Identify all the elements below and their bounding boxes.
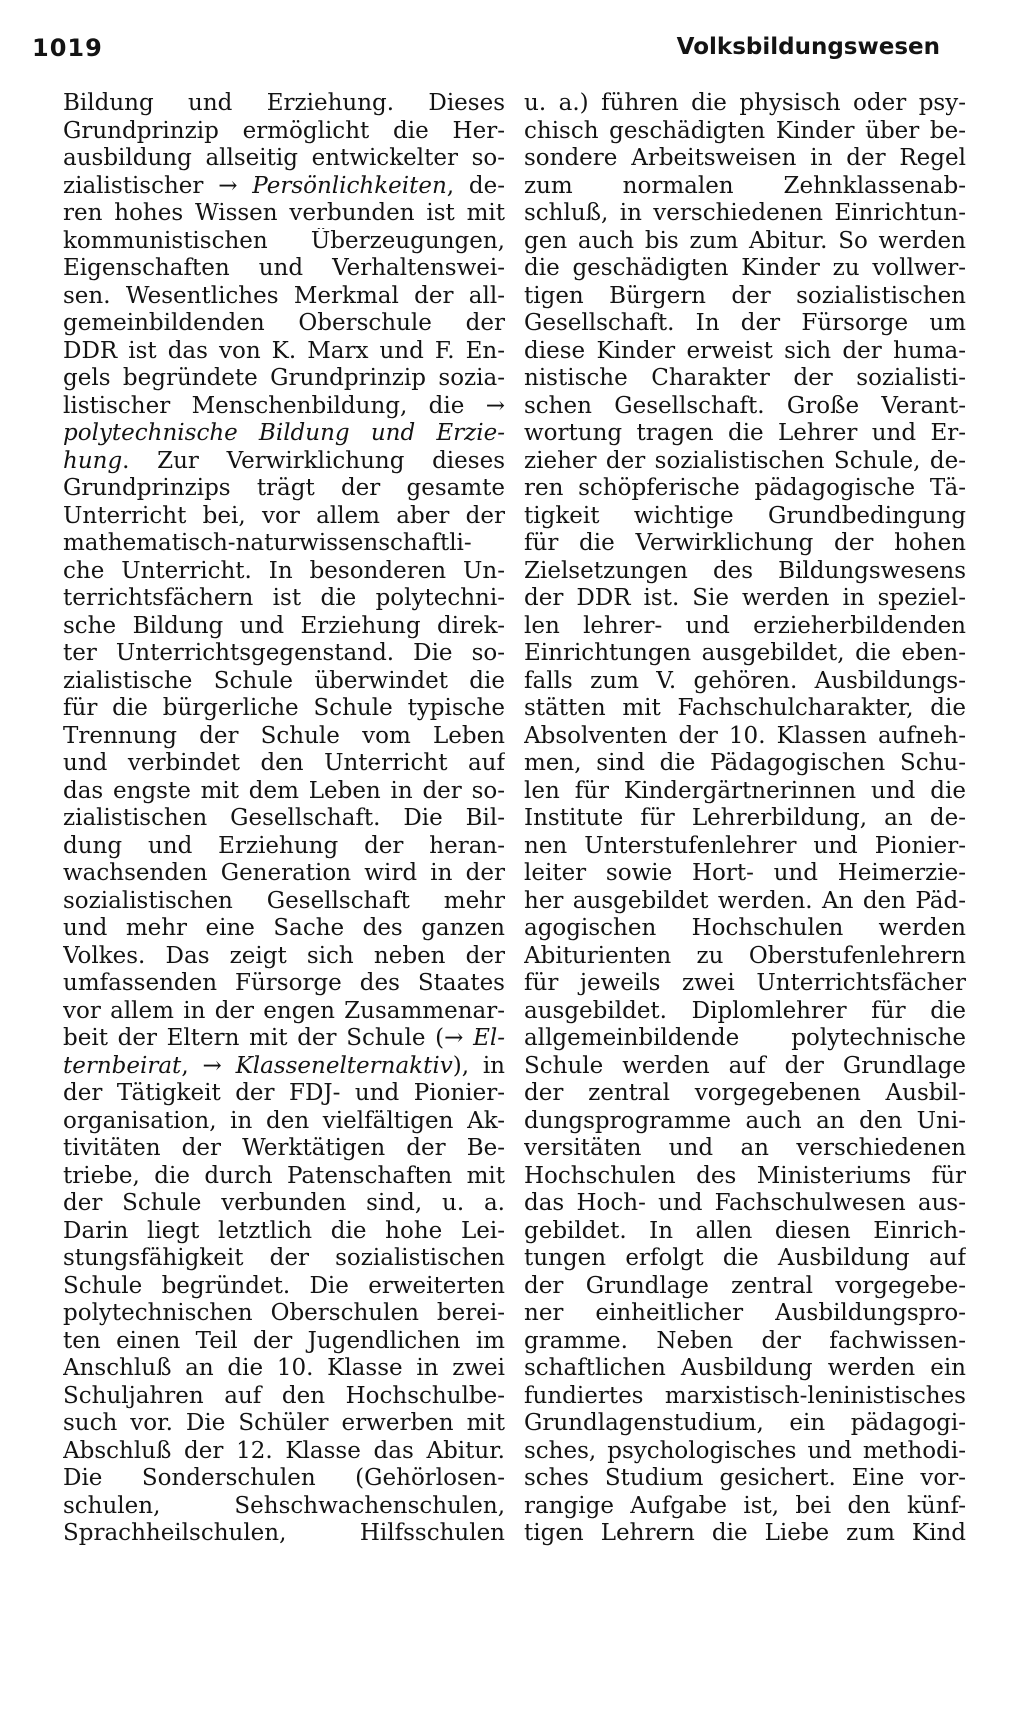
text-line: ternbeirat, → Klassenelternaktiv), in xyxy=(63,1052,505,1079)
text-line: gels begründete Grundprinzip sozia- xyxy=(63,365,505,391)
text-line: schen Gesellschaft. Große Verant- xyxy=(524,392,966,419)
page-header xyxy=(32,34,940,68)
text-line: dung und Erziehung der heran- xyxy=(63,832,505,859)
text-line: agogischen Hochschulen werden xyxy=(524,915,966,941)
text-line: gen auch bis zum Abitur. So werden xyxy=(524,227,966,254)
text-line: gemeinbildenden Oberschule der xyxy=(63,310,505,336)
text-line: das Hoch- und Fachschulwesen aus- xyxy=(524,1190,966,1216)
text-line: mathematisch-naturwissenschaftli- xyxy=(63,530,472,556)
text-line: gramme. Neben der fachwissen- xyxy=(524,1327,966,1354)
text-line: ausgebildet. Diplomlehrer für die xyxy=(524,997,966,1024)
text-line: polytechnischen Oberschulen berei- xyxy=(63,1300,505,1326)
text-line: Abschluß der 12. Klasse das Abitur. xyxy=(63,1437,505,1464)
text-line: Institute für Lehrerbildung, an de- xyxy=(524,805,966,831)
text-line: Sprachheilschulen, Hilfsschulen xyxy=(63,1520,505,1546)
text-line: Grundlagenstudium, ein pädagogi- xyxy=(524,1410,966,1436)
text-line: ner einheitlicher Ausbildungspro- xyxy=(524,1300,966,1326)
text-line: Zielsetzungen des Bildungswesens xyxy=(524,557,966,584)
text-line: sches Studium gesichert. Eine vor- xyxy=(524,1465,966,1491)
text-line: ter Unterrichtsgegenstand. Die so- xyxy=(63,640,505,666)
text-line: Anschluß an die 10. Klasse in zwei xyxy=(63,1355,505,1381)
text-line: versitäten und an verschiedenen xyxy=(524,1135,966,1161)
text-line: das engste mit dem Leben in der so- xyxy=(63,777,505,804)
text-line: für die bürgerliche Schule typische xyxy=(63,695,505,721)
text-line: Schule begründet. Die erweiterten xyxy=(63,1272,505,1299)
text-line: beit der Eltern mit der Schule (→ El- xyxy=(63,1025,505,1051)
text-line: chisch geschädigten Kinder über be- xyxy=(524,117,966,144)
text-line: polytechnische Bildung und Erzie- xyxy=(63,420,505,446)
text-line: len lehrer- und erzieherbildenden xyxy=(524,612,966,639)
text-line: sches, psychologisches und methodi- xyxy=(524,1437,966,1464)
text-line: DDR ist das von K. Marx und F. En- xyxy=(63,337,505,364)
text-line: fundiertes marxistisch-leninistisches xyxy=(524,1382,966,1409)
text-line: falls zum V. gehören. Ausbildungs- xyxy=(524,667,966,694)
text-line: tigen Bürgern der sozialistischen xyxy=(524,282,966,309)
text-line: dungsprogramme auch an den Uni- xyxy=(524,1107,966,1134)
text-line: schaftlichen Ausbildung werden ein xyxy=(524,1355,966,1381)
text-line: organisation, in den vielfältigen Ak- xyxy=(63,1107,505,1134)
text-line: hung. Zur Verwirklichung dieses xyxy=(63,447,505,474)
text-line: zieher der sozialistischen Schule, de- xyxy=(524,447,966,474)
text-line: tigkeit wichtige Grundbedingung xyxy=(524,502,966,529)
running-head: Volksbildungswesen xyxy=(676,34,940,60)
text-line: leiter sowie Hort- und Heimerzie- xyxy=(524,860,966,886)
text-line: ren hohes Wissen verbunden ist mit xyxy=(63,200,505,226)
text-line: u. a.) führen die physisch oder psy- xyxy=(524,90,966,116)
text-line: Unterricht bei, vor allem aber der xyxy=(63,502,505,529)
text-line: ten einen Teil der Jugendlichen im xyxy=(63,1327,505,1354)
text-line: such vor. Die Schüler erwerben mit xyxy=(63,1410,505,1436)
text-line: gebildet. In allen diesen Einrich- xyxy=(524,1217,966,1244)
page-number: 1019 xyxy=(32,34,103,62)
text-line: Absolventen der 10. Klassen aufneh- xyxy=(524,722,966,749)
text-line: Einrichtungen ausgebildet, die eben- xyxy=(524,640,966,666)
text-line: stätten mit Fachschulcharakter, die xyxy=(524,695,966,721)
text-line: Volkes. Das zeigt sich neben der xyxy=(63,942,505,969)
text-line: diese Kinder erweist sich der huma- xyxy=(524,337,966,364)
text-line: für die Verwirklichung der hohen xyxy=(524,530,966,556)
text-line: sen. Wesentliches Merkmal der all- xyxy=(63,282,505,309)
text-line: schulen, Sehschwachenschulen, xyxy=(63,1492,505,1519)
text-line: schluß, in verschiedenen Einrichtun- xyxy=(524,200,966,226)
text-line: sche Bildung und Erziehung direk- xyxy=(63,612,505,639)
text-line: Schuljahren auf den Hochschulbe- xyxy=(63,1382,505,1409)
right-text-column xyxy=(524,90,966,1548)
text-line: Abiturienten zu Oberstufenlehrern xyxy=(524,942,966,969)
text-line: sondere Arbeitsweisen in der Regel xyxy=(524,145,966,171)
text-line: ausbildung allseitig entwickelter so- xyxy=(63,145,505,171)
text-line: terrichtsfächern ist die polytechni- xyxy=(63,585,505,611)
text-line: ren schöpferische pädagogische Tä- xyxy=(524,475,966,501)
text-line: Gesellschaft. In der Fürsorge um xyxy=(524,310,966,336)
text-line: und verbindet den Unterricht auf xyxy=(63,750,505,776)
text-line: wortung tragen die Lehrer und Er- xyxy=(524,420,966,446)
text-line: rangige Aufgabe ist, bei den künf- xyxy=(524,1492,966,1519)
text-line: che Unterricht. In besonderen Un- xyxy=(63,557,505,584)
text-line: tigen Lehrern die Liebe zum Kind xyxy=(524,1520,966,1546)
text-line: her ausgebildet werden. An den Päd- xyxy=(524,887,966,914)
text-line: Trennung der Schule vom Leben xyxy=(63,722,505,749)
text-line: Darin liegt letztlich die hohe Lei- xyxy=(63,1217,505,1244)
text-line: Hochschulen des Ministeriums für xyxy=(524,1162,966,1189)
text-line: men, sind die Pädagogischen Schu- xyxy=(524,750,966,776)
text-line: der Tätigkeit der FDJ- und Pionier- xyxy=(63,1080,505,1106)
text-line: stungsfähigkeit der sozialistischen xyxy=(63,1245,505,1271)
text-line: Grundprinzip ermöglicht die Her- xyxy=(63,117,505,144)
text-line: Die Sonderschulen (Gehörlosen- xyxy=(63,1465,505,1491)
text-line: Grundprinzips trägt der gesamte xyxy=(63,475,505,501)
text-line: zialistischen Gesellschaft. Die Bil- xyxy=(63,805,505,831)
text-line: tungen erfolgt die Ausbildung auf xyxy=(524,1245,966,1271)
text-line: Bildung und Erziehung. Dieses xyxy=(63,90,505,116)
text-line: für jeweils zwei Unterrichtsfächer xyxy=(524,970,966,996)
text-line: triebe, die durch Patenschaften mit xyxy=(63,1162,505,1189)
text-line: die geschädigten Kinder zu vollwer- xyxy=(524,255,966,281)
text-line: zialistischer → Persönlichkeiten, de- xyxy=(63,172,505,199)
text-line: zum normalen Zehnklassenab- xyxy=(524,172,966,199)
text-line: wachsenden Generation wird in der xyxy=(63,860,505,886)
text-line: der zentral vorgegebenen Ausbil- xyxy=(524,1080,966,1106)
text-line: vor allem in der engen Zusammenar- xyxy=(63,997,505,1024)
text-line: listischer Menschenbildung, die → xyxy=(63,392,505,419)
text-line: zialistische Schule überwindet die xyxy=(63,667,505,694)
text-line: der Grundlage zentral vorgegebe- xyxy=(524,1272,966,1299)
text-line: umfassenden Fürsorge des Staates xyxy=(63,970,505,996)
text-line: sozialistischen Gesellschaft mehr xyxy=(63,887,505,914)
text-line: len für Kindergärtnerinnen und die xyxy=(524,777,966,804)
text-line: der DDR ist. Sie werden in speziel- xyxy=(524,585,966,611)
text-line: nen Unterstufenlehrer und Pionier- xyxy=(524,832,966,859)
text-line: tivitäten der Werktätigen der Be- xyxy=(63,1135,505,1161)
text-line: der Schule verbunden sind, u. a. xyxy=(63,1190,505,1216)
text-line: nistische Charakter der sozialisti- xyxy=(524,365,966,391)
text-line: Schule werden auf der Grundlage xyxy=(524,1052,966,1079)
text-line: allgemeinbildende polytechnische xyxy=(524,1025,966,1051)
text-line: kommunistischen Überzeugungen, xyxy=(63,227,505,254)
left-text-column xyxy=(63,90,505,1548)
text-line: und mehr eine Sache des ganzen xyxy=(63,915,505,941)
text-line: Eigenschaften und Verhaltenswei- xyxy=(63,255,505,281)
